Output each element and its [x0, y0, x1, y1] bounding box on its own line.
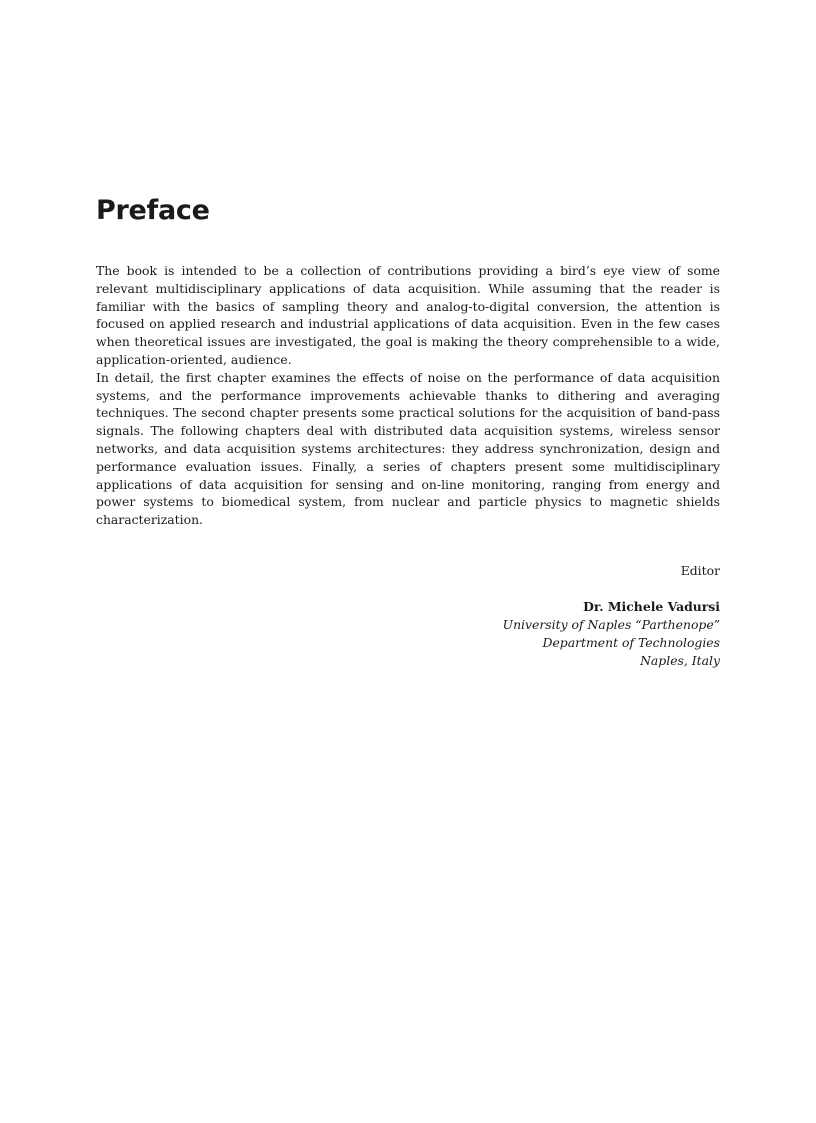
paragraph-details: In detail, the first chapter examines the effects of noise on the performance of data acquisition systems, and the performance improvements achievable thanks to dithering and averaging techniques. The second chapter presents some practical solutions for the acquisition of band-pass signals. The following chapters deal with distributed data acquisition systems, wireless sensor networks, and data acquisition systems architectures: they address synchronization, design and performance evaluation issues. Finally, a series of chapters present some multidisciplinary applications of data acquisition for sensing and on-line monitoring, ranging from energy and power systems to biomedical system, from nuclear and particle physics to magnetic shields characterization.	[96, 369, 720, 528]
preface-body	[96, 262, 720, 529]
affiliation-location: Naples, Italy	[640, 653, 720, 668]
signature-block	[96, 562, 720, 670]
page-title: Preface	[96, 195, 210, 226]
paragraph-intro: The book is intended to be a collection of contributions providing a bird’s eye view of some relevant multidisciplinary applications of data acquisition. While assuming that the reader is familiar with the basics of sampling theory and analog-to-digital conversion, the attention is focused on applied research and industrial applications of data acquisition. Even in the few cases when theoretical issues are investigated, the goal is making the theory comprehensible to a wide, application-oriented, audience.	[96, 263, 720, 367]
affiliation-university: University of Naples “Parthenope”	[502, 617, 720, 632]
editor-name: Dr. Michele Vadursi	[583, 599, 720, 614]
affiliation-department: Department of Technologies	[542, 635, 720, 650]
editor-role: Editor	[680, 563, 720, 578]
